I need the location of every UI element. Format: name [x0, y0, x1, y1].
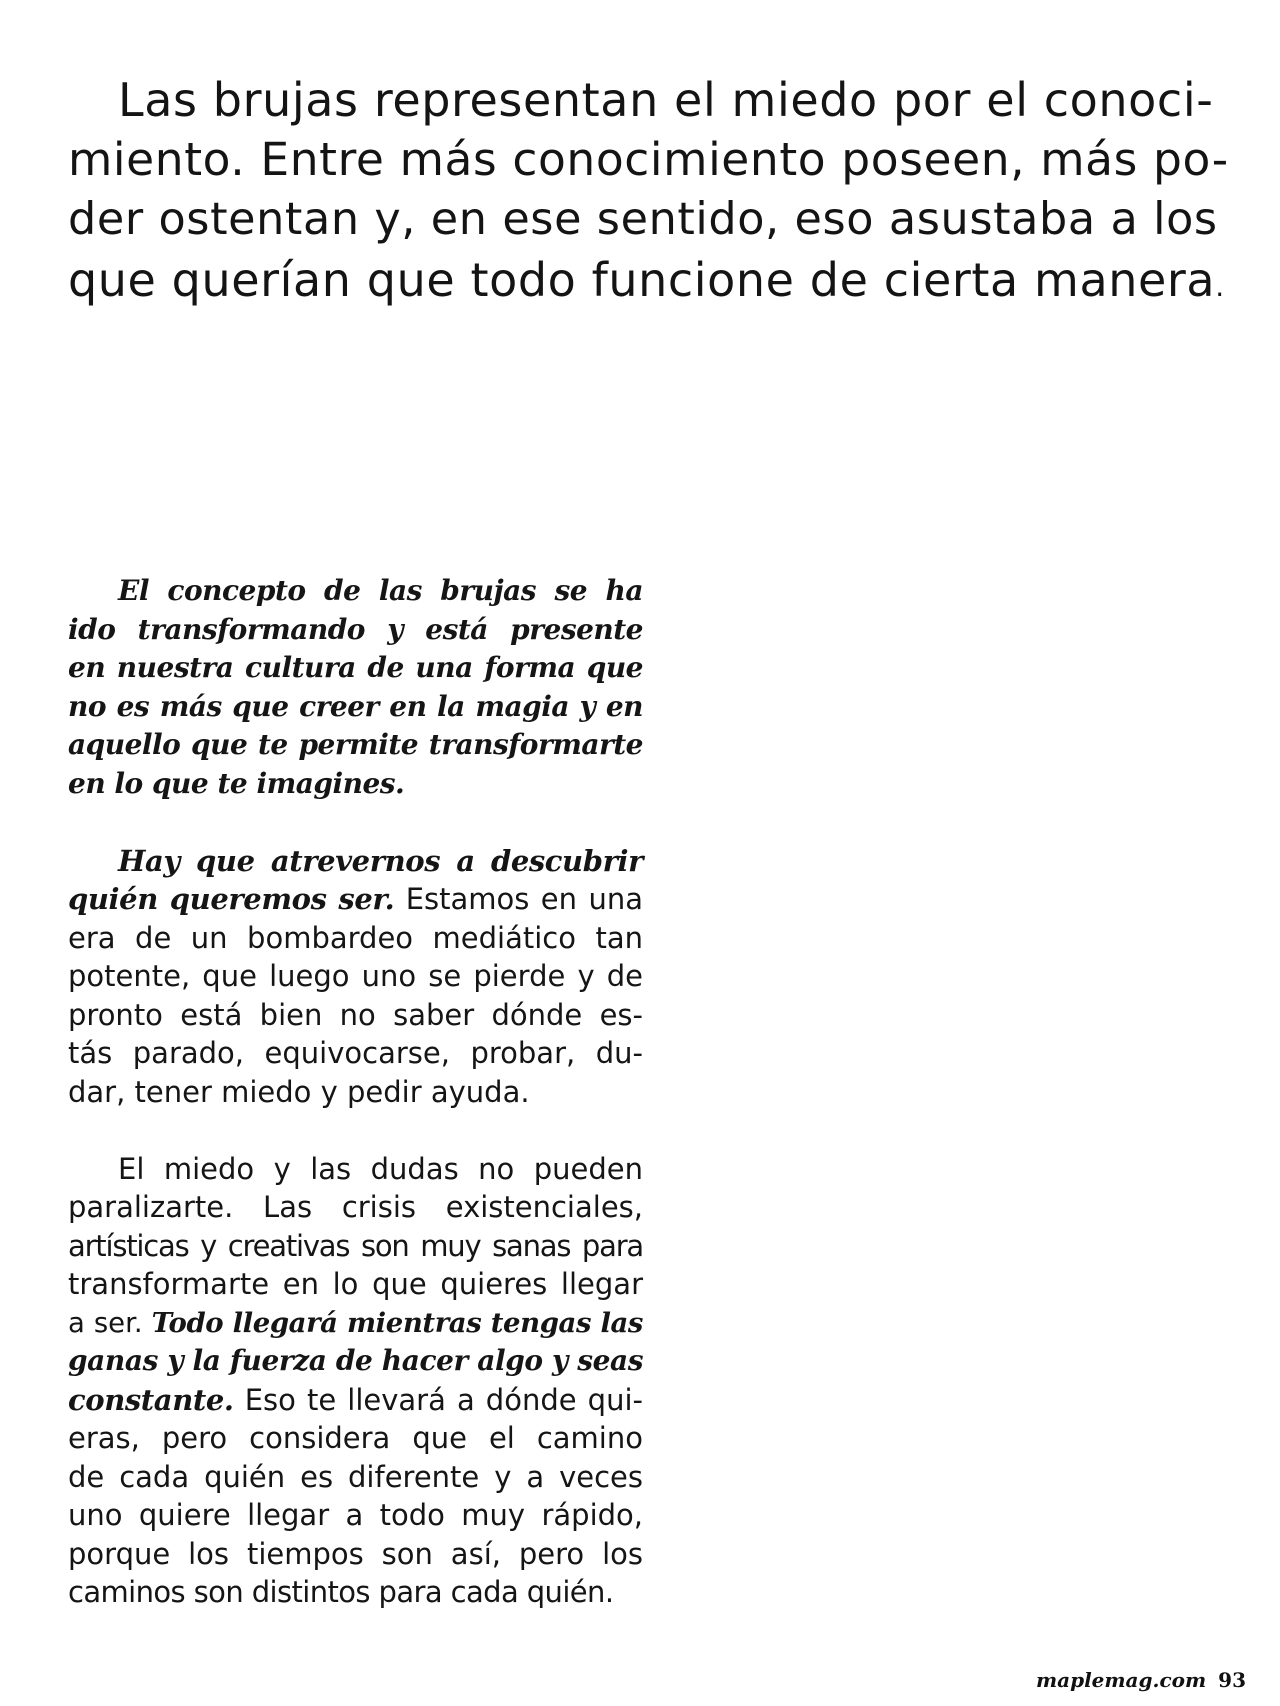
p3-line-11: porque los tiempos son así, pero los	[68, 1536, 643, 1571]
p2-line-6: tás parado, equivocarse, probar, du-	[68, 1036, 643, 1070]
p3-line-4: transformarte en lo que quieres llegar	[68, 1267, 643, 1301]
p2-line-5: pronto está bien no saber dónde es-	[68, 997, 643, 1032]
p3-line-5-emphasis: Todo llegará mientras tengas las	[151, 1306, 643, 1339]
p1-line-6: en lo que te imagines.	[68, 766, 405, 800]
p3-line-3: artísticas y creativas son muy sanas para	[68, 1228, 643, 1263]
p1-line-2: ido transformando y está presente	[68, 612, 643, 646]
p3-line-7	[68, 1381, 643, 1420]
site-url: maplemag.com	[1035, 1668, 1207, 1692]
p3-line-12: caminos son distintos para cada quién.	[68, 1575, 614, 1609]
p2-line-7: dar, tener miedo y pedir ayuda.	[68, 1074, 530, 1109]
p2-line-2	[68, 880, 643, 919]
page-footer	[1036, 1668, 1246, 1692]
paragraph-3	[68, 1150, 643, 1612]
p3-line-6: ganas y la fuerza de hacer algo y seas	[68, 1344, 644, 1377]
p1-line-5: aquello que te permite transformarte	[68, 728, 643, 761]
pull-quote-line-2: miento. Entre más conocimiento poseen, más po-	[68, 133, 1229, 186]
paragraph-1	[68, 572, 643, 803]
p2-line-2-emphasis: quién queremos ser.	[68, 882, 395, 916]
p3-line-5-text: a ser.	[68, 1306, 152, 1339]
p2-line-2-text: Estamos en una	[394, 882, 643, 916]
pull-quote-period: .	[1215, 270, 1225, 303]
pull-quote-line-1: Las brujas representan el miedo por el conoci-	[118, 73, 1214, 127]
p3-line-10: uno quiere llegar a todo muy rápido,	[68, 1498, 643, 1532]
p3-line-7-text: Eso te llevará a dónde qui-	[233, 1382, 643, 1417]
pull-quote-line-4-text: que querían que todo funcione de cierta manera	[68, 253, 1216, 307]
p1-line-1: El concepto de las brujas se ha	[118, 574, 643, 607]
p3-line-9: de cada quién es diferente y a veces	[68, 1459, 643, 1494]
p2-line-4: potente, que luego uno se pierde y de	[68, 959, 643, 993]
p1-line-3: en nuestra cultura de una forma que	[68, 651, 643, 684]
p3-line-1: El miedo y las dudas no pueden	[118, 1151, 643, 1186]
pull-quote	[68, 70, 1228, 317]
p3-line-5	[68, 1304, 643, 1343]
p1-line-4: no es más que creer en la magia y en	[68, 689, 643, 723]
p3-line-7-emphasis: constante.	[68, 1382, 234, 1417]
p3-line-2: paralizarte. Las crisis existenciales,	[68, 1190, 643, 1224]
body-column	[68, 572, 643, 1650]
p2-line-3: era de un bombardeo mediático tan	[68, 920, 643, 955]
page-number: 93	[1218, 1668, 1246, 1692]
pull-quote-line-4	[68, 250, 1228, 317]
paragraph-2	[68, 842, 643, 1112]
pull-quote-line-3: der ostentan y, en ese sentido, eso asustaba a los	[68, 194, 1218, 245]
p3-line-8: eras, pero considera que el camino	[68, 1421, 643, 1455]
p2-line-1: Hay que atrevernos a descubrir	[118, 843, 643, 878]
